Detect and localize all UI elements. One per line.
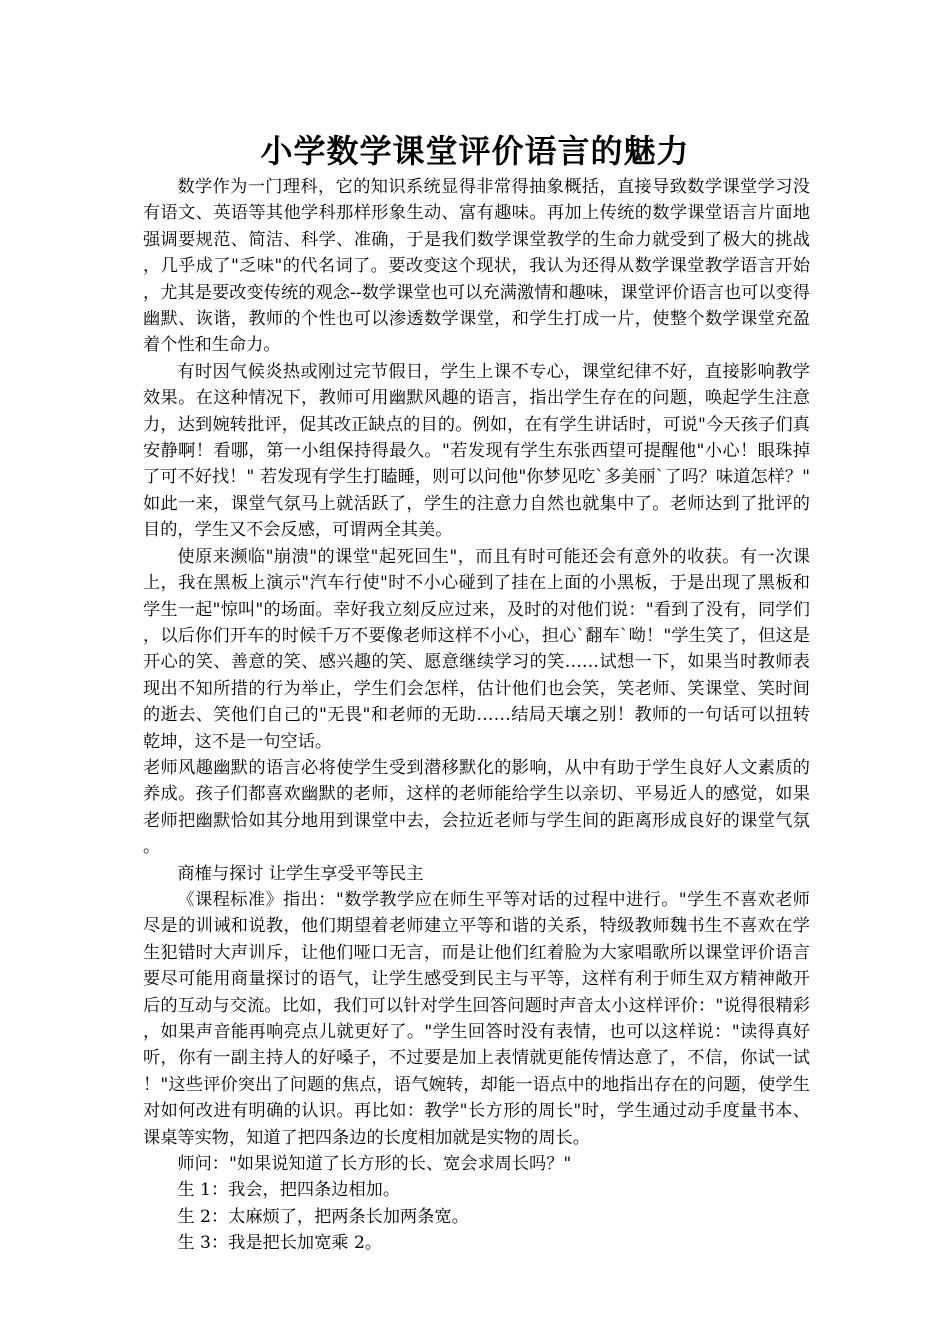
- paragraph-classroom-story: 使原来濒临"崩溃"的课堂"起死回生"，而且有时可能还会有意外的收获。有一次课上，我在黑板上演示"汽车行使"时不小心碰到了挂在上面的小黑板，于是出现了黑板和学生一起"惊叫"的场面。幸好我立刻反应过来，及时的对他们说："看到了没有，同学们，以后你们开车的时候千万不要像老师这样不小心，担心`翻车`呦！"学生笑了，但这是开心的笑、善意的笑、感兴趣的笑、愿意继续学习的笑……试想一下，如果当时教师表现出不知所措的行为举止，学生们会怎样，估计他们也会笑，笑老师、笑课堂、笑时间的逝去、笑他们自己的"无畏"和老师的无助……结局天壤之别！教师的一句话可以扭转乾坤，这不是一句空话。: [143, 546, 810, 752]
- paragraph-humor-effect: 老师风趣幽默的语言必将使学生受到潜移默化的影响，从中有助于学生良好人文素质的养成。孩子们都喜欢幽默的老师，这样的老师能给学生以亲切、平易近人的感觉，如果老师把幽默恰如其分地用到课堂中去，会拉近老师与学生间的距离形成良好的课堂气氛。: [143, 757, 810, 858]
- paragraph-humor-criticism: 有时因气候炎热或刚过完节假日，学生上课不专心，课堂纪律不好，直接影响教学效果。在这种情况下，教师可用幽默风趣的语言，指出学生存在的问题，唤起学生注意力，达到婉转批评，促其改正缺点的目的。例如，在有学生讲话时，可说"今天孩子们真安静啊！看哪，第一小组保持得最久。"若发现有学生东张西望可提醒他"小心！眼珠掉了可不好找！" 若发现有学生打瞌睡，则可以问他"你梦见吃`多美丽`了吗？味道怎样？"如此一来，课堂气氛马上就活跃了，学生的注意力自然也就集中了。老师达到了批评的目的，学生又不会反感，可谓两全其美。: [143, 361, 810, 541]
- dialogue-student-2: 生 2：太麻烦了，把两条长加两条宽。: [177, 1206, 469, 1227]
- paragraph-intro: 数学作为一门理科，它的知识系统显得非常得抽象概括，直接导致数学课堂学习没有语文、英语等其他学科那样形象生动、富有趣味。再加上传统的数学课堂语言片面地强调要规范、简洁、科学、准确，于是我们数学课堂教学的生命力就受到了极大的挑战，几乎成了"乏味"的代名词了。要改变这个现状，我认为还得从数学课堂教学语言开始，尤其是要改变传统的观念--数学课堂也可以充满激情和趣味，课堂评价语言也可以变得幽默、诙谐，教师的个性也可以渗透数学课堂，和学生打成一片，使整个数学课堂充盈着个性和生命力。: [143, 177, 810, 356]
- dialogue-student-3: 生 3：我是把长加宽乘 2。: [177, 1233, 383, 1254]
- paragraph-curriculum-standard: 《课程标准》指出："数学教学应在师生平等对话的过程中进行。"学生不喜欢老师尽是的训诫和说教，他们期望着老师建立平等和谐的关系，特级教师魏书生不喜欢在学生犯错时大声训斥，让他们哑口无言，而是让他们红着脸为大家唱歌所以课堂评价语言要尽可能用商量探讨的语气，让学生感受到民主与平等，这样有利于师生双方精神敞开后的互动与交流。比如，我们可以针对学生回答问题时声音太小这样评价："说得很精彩，如果声音能再响亮点儿就更好了。"学生回答时没有表情，也可以这样说："读得真好听，你有一副主持人的好嗓子，不过要是加上表情就更能传情达意了，不信，你试一试！"这些评价突出了问题的焦点，语气婉转，却能一语点中的地指出存在的问题，使学生对如何改进有明确的认识。再比如：教学"长方形的周长"时，学生通过动手度量书本、课桌等实物，知道了把四条边的长度相加就是实物的周长。: [143, 889, 810, 1148]
- document-body: [143, 174, 810, 1257]
- section-heading: 商榷与探讨 让学生享受平等民主: [177, 863, 424, 884]
- document-title: 小学数学课堂评价语言的魅力: [260, 132, 690, 170]
- dialogue-teacher-question: 师问："如果说知道了长方形的长、宽会求周长吗？": [177, 1154, 572, 1175]
- dialogue-student-1: 生 1：我会，把四条边相加。: [177, 1180, 401, 1201]
